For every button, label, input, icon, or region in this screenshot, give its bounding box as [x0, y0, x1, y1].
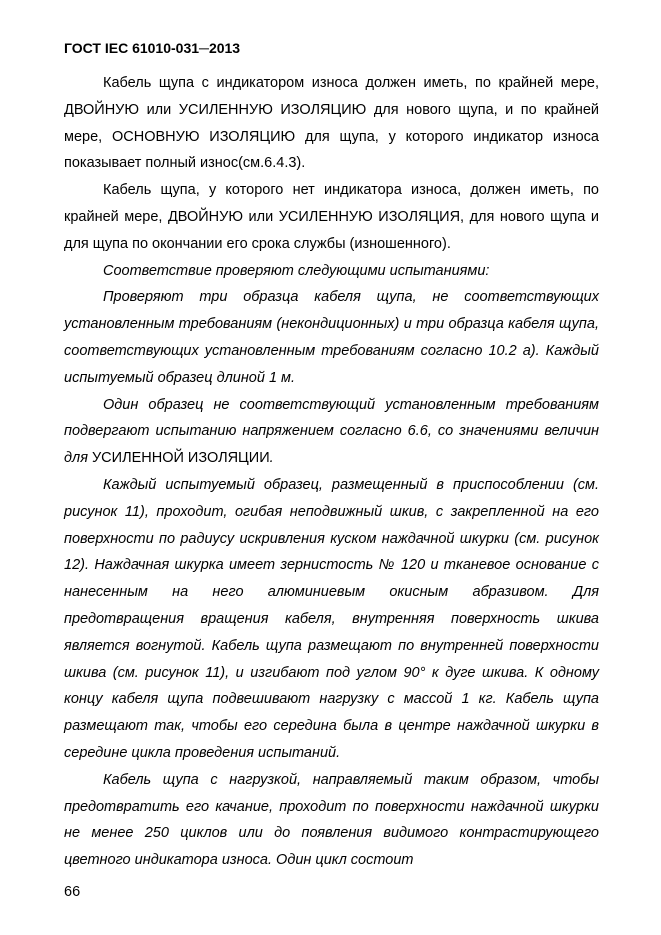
paragraph-test-fixture: Каждый испытуемый образец, размещенный в приспособлении (см. рисунок 11), проходит, огибая неподвижный шкив, с закрепленной на его поверхности по радиусу искривления куском наждачной шкурки (см. рисунок 12). Наждачная шкурка имеет зернистость № 120 и тканевое основание с нанесенным на него алюминиевым окисным абразивом. Для предотвращения вращения кабеля, внутренняя поверхность шкива является вогнутой. Кабель щупа размещают по внутренней поверхности шкива (см. рисунок 11), и изгибают под углом 90° к дуге шкива. К одному концу кабеля щупа подвешивают нагрузку с массой 1 кг. Кабель щупа размещают так, чтобы его середина была в центре наждачной шкурки в середине цикла проведения испытаний.: [64, 476, 599, 761]
page-number: 66: [64, 884, 81, 900]
paragraph-voltage-test: [64, 392, 599, 472]
document-body: [64, 70, 599, 874]
paragraph-test-cycles: Кабель щупа с нагрузкой, направляемый таким образом, чтобы предотвратить его качание, проходит по поверхности наждачной шкурки не менее 250 циклов или до появления видимого контрастирующего цветного индикатора износа. Один цикл состоит: [64, 771, 599, 869]
paragraph-wear-indicator: Кабель щупа с индикатором износа должен иметь, по крайней мере, ДВОЙНУЮ или УСИЛЕННУЮ ИЗОЛЯЦИЮ для нового щупа, и по крайней мере, ОСНОВНУЮ ИЗОЛЯЦИЮ для щупа, у которого индикатор износа показывает полный износ(см.6.4.3).: [64, 75, 599, 172]
reinforced-insulation-term: УСИЛЕННОЙ ИЗОЛЯЦИИ: [91, 450, 270, 467]
paragraph-compliance-intro: Соответствие проверяют следующими испытаниями:: [103, 262, 490, 279]
document-header: ГОСТ IEC 61010-031─2013: [64, 40, 241, 56]
voltage-test-text: Один образец не соответствующий установленным требованиям подвергают испытанию напряжением согласно 6.6, со значениями величин для: [64, 396, 599, 467]
paragraph-samples: Проверяют три образца кабеля щупа, не соответствующих установленным требованиям (некондиционных) и три образца кабеля щупа, соответствующих установленным требованиям согласно 10.2 а). Каждый испытуемый образец длиной 1 м.: [64, 289, 599, 386]
paragraph-no-wear-indicator: Кабель щупа, у которого нет индикатора износа, должен иметь, по крайней мере, ДВОЙНУЮ или УСИЛЕННУЮ ИЗОЛЯЦИЯ, для нового щупа и для щупа по окончании его срока службы (изношенного).: [64, 182, 599, 252]
voltage-test-end: .: [269, 450, 274, 467]
